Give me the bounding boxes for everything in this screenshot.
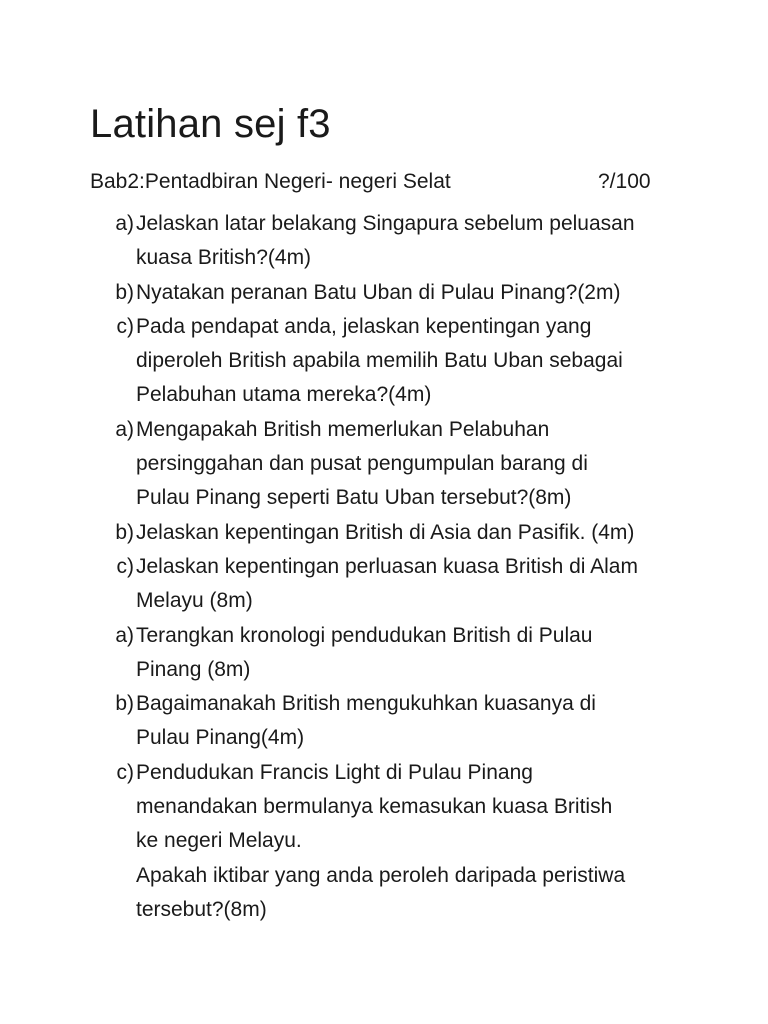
question-text [136,516,690,550]
question-list [90,207,690,927]
question-line: kuasa British?(4m) [136,246,312,270]
question-line: Pulau Pinang(4m) [136,726,305,750]
question-line: Pendudukan Francis Light di Pulau Pinang [136,760,533,784]
question-line: Apakah iktibar yang anda peroleh daripada peristiwa [136,863,626,887]
question-text [136,310,690,413]
question-marker: c) [116,760,134,784]
score-label: ?/100 [598,170,651,193]
question-line: tersebut?(8m) [136,897,267,921]
chapter-row [90,167,670,197]
question-item [90,276,690,310]
chapter-heading: Bab2:Pentadbiran Negeri- negeri Selat [90,170,451,193]
question-line: Melayu (8m) [136,589,253,613]
question-item [90,310,690,413]
question-line: Jelaskan kepentingan British di Asia dan Pasifik. (4m) [136,520,635,544]
question-marker: b) [115,520,134,544]
question-item [90,687,690,756]
question-line: menandakan bermulanya kemasukan kuasa British [136,795,613,819]
question-line: diperoleh British apabila memilih Batu Uban sebagai [136,349,623,373]
question-line: Pelabuhan utama mereka?(4m) [136,383,432,407]
question-item [90,207,690,276]
question-text [136,413,690,516]
question-line: Pada pendapat anda, jelaskan kepentingan yang [136,314,592,338]
question-text [136,687,690,756]
question-marker: a) [115,417,134,441]
question-item [90,413,690,516]
document-title: Latihan sej f3 [90,102,331,146]
question-line: Pulau Pinang seperti Batu Uban tersebut?(8m) [136,486,572,510]
question-marker: c) [116,554,134,578]
question-line: Terangkan kronologi pendudukan British di Pulau [136,623,593,647]
question-line: Pinang (8m) [136,657,251,681]
question-item [90,619,690,688]
question-marker: b) [115,280,134,304]
question-text [136,550,690,619]
question-line: Bagaimanakah British mengukuhkan kuasanya di [136,692,596,716]
question-line: Jelaskan latar belakang Singapura sebelum peluasan [136,212,635,235]
question-item [90,756,690,927]
question-line: Mengapakah British memerlukan Pelabuhan [136,417,550,441]
question-item [90,516,690,550]
question-text [136,756,690,927]
question-marker: a) [115,212,134,235]
question-marker: a) [115,623,134,647]
question-item [90,550,690,619]
question-line: Nyatakan peranan Batu Uban di Pulau Pinang?(2m) [136,280,621,304]
question-text [136,619,690,688]
question-text [136,276,690,310]
question-line: Jelaskan kepentingan perluasan kuasa British di Alam [136,554,638,578]
question-marker: c) [116,314,134,338]
question-text [136,207,690,276]
question-line: persinggahan dan pusat pengumpulan barang di [136,452,588,476]
question-line: ke negeri Melayu. [136,829,302,853]
question-marker: b) [115,692,134,716]
